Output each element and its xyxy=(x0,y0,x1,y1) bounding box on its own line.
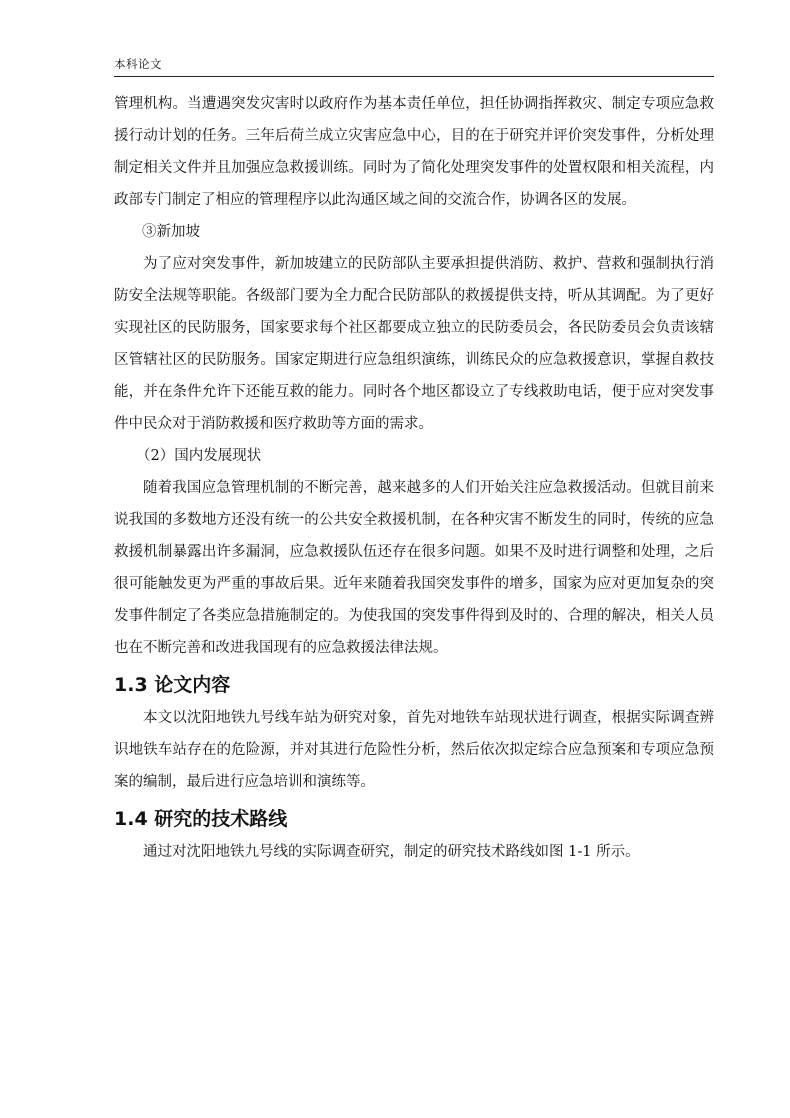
section-heading-1-3: 1.3 论文内容 xyxy=(114,674,231,696)
header-title: 本科论文 xyxy=(114,57,162,71)
subheading-domestic-status: （2）国内发展现状 xyxy=(136,448,262,464)
paragraph-singapore: 为了应对突发事件，新加坡建立的民防部队主要承担提供消防、救护、营救和强制执行消防安全法规等职能。各级部门要为全力配合民防部队的救援提供支持，听从其调配。为了更好实现社区的民防服务，国家要求每个社区都要成立独立的民防委员会，各民防委员会负责该辖区管辖社区的民防服务。国家定期进行应急组织演练，训练民众的应急救援意识，掌握自救技能，并在条件允许下还能互救的能力。同时各个地区都设立了专线救助电话，便于应对突发事件中民众对于消防救援和医疗救助等方面的需求。 xyxy=(114,256,714,432)
subheading-singapore: ③新加坡 xyxy=(142,224,200,240)
page-header xyxy=(114,54,714,77)
page-body xyxy=(114,88,714,868)
paragraph-domestic-status: 随着我国应急管理机制的不断完善，越来越多的人们开始关注应急救援活动。但就目前来说我国的多数地方还没有统一的公共安全救援机制，在各种灾害不断发生的同时，传统的应急救援机制暴露出许多漏洞，应急救援队伍还存在很多问题。如果不及时进行调整和处理，之后很可能触发更为严重的事故后果。近年来随着我国突发事件的增多，国家为应对更加复杂的突发事件制定了各类应急措施制定的。为使我国的突发事件得到及时的、合理的解决，相关人员也在不断完善和改进我国现有的应急救援法律法规。 xyxy=(114,480,714,656)
section-heading-1-4: 1.4 研究的技术路线 xyxy=(114,808,288,830)
paragraph-thesis-content: 本文以沈阳地铁九号线车站为研究对象，首先对地铁车站现状进行调查，根据实际调查辨识地铁车站存在的危险源，并对其进行危险性分析，然后依次拟定综合应急预案和专项应急预案的编制，最后进行应急培训和演练等。 xyxy=(114,710,714,790)
paragraph-netherlands-continued: 管理机构。当遭遇突发灾害时以政府作为基本责任单位，担任协调指挥救灾、制定专项应急救援行动计划的任务。三年后荷兰成立灾害应急中心，目的在于研究并评价突发事件，分析处理制定相关文件并且加强应急救援训练。同时为了简化处理突发事件的处置权限和相关流程，内政部专门制定了相应的管理程序以此沟通区域之间的交流合作，协调各区的发展。 xyxy=(114,96,714,208)
paragraph-technical-route: 通过对沈阳地铁九号线的实际调查研究，制定的研究技术路线如图 1-1 所示。 xyxy=(143,844,640,860)
